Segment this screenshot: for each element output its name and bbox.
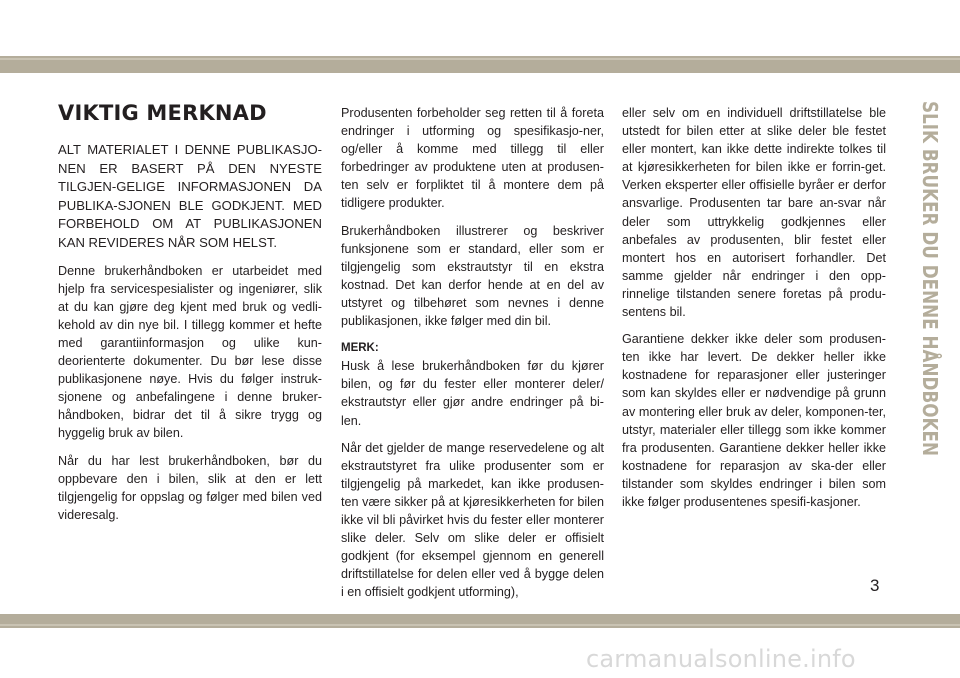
paragraph: Garantiene dekker ikke deler som produsen-ten ikke har levert. De dekker heller ikke kostnadene for reparasjoner eller justeringer som kan skyldes eller er nødvendige på grunn av montering eller bruk av deler, komponen-ter, utstyr, materialer eller tillegg som ikke kommer fra produsenten. Garantiene dekker heller ikke kostnadene for reparasjon av ska-der eller tilstander som skyldes endringer i bilen som ikke følger produsentenes spesifi-kasjoner.	[622, 332, 886, 509]
paragraph: eller selv om en individuell driftstillatelse ble utstedt for bilen etter at slike deler ble festet eller montert, kan ikke dette indirekte tolkes til at kjøresikkerheten for bilen ikke er forrin-get. Verken eksperter eller offisielle byråer er derfor ansvarlige. Produsenten tar bare an-svar når deler som uttrykkelig godkjennes eller anbefales av produsenten, blir festet eller montert hos en autorisert forhandler. Det samme gjelder når endringer i den opp-rinnelige tilstanden senere foretas på produ-sentens bil.	[622, 106, 886, 320]
bottom-band-line	[0, 624, 960, 626]
side-title-text: SLIK BRUKER DU DENNE HÅNDBOKEN	[918, 101, 942, 535]
page-heading: VIKTIG MERKNAD	[58, 101, 267, 125]
page-number: 3	[870, 576, 880, 595]
section-side-title	[898, 101, 942, 535]
note-block	[341, 339, 604, 429]
side-title-svg	[898, 101, 942, 535]
note-label: MERK:	[341, 342, 379, 355]
watermark: carmanualsonline.info	[586, 645, 856, 673]
column-3	[622, 104, 886, 520]
paragraph: Når du har lest brukerhåndboken, bør du oppbevare den i bilen, slik at den er lett tilgjengelig for oppslag og følger med bilen ved videresalg.	[58, 453, 322, 522]
column-2	[341, 104, 604, 610]
top-band-line	[0, 58, 960, 60]
column-1	[58, 100, 322, 533]
top-band	[0, 0, 960, 73]
caps-notice: ALT MATERIALET I DENNE PUBLIKASJO-NEN ER BASERT PÅ DEN NYESTE TILGJEN-GELIGE INFORMASJONEN DA PUBLIKA-SJONEN BLE GODKJENT. MED FORBEHOLD OM AT PUBLIKASJONEN KAN REVIDERES NÅR SOM HELST.	[58, 142, 322, 250]
paragraph: Når det gjelder de mange reservedelene og alt ekstrautstyret fra ulike produsenter som er tilgjengelig på markedet, kan ikke produsen-ten være sikker på at kjøresikkerheten for bilen ikke vil bli påvirket hvis du fester eller monterer slike deler. Selv om slike deler er offisielt godkjent (for eksempel gjennom en generell driftstillatelse for delen eller ved å bygge delen i en offisielt godkjent utforming),	[341, 440, 604, 600]
paragraph: Denne brukerhåndboken er utarbeidet med hjelp fra servicespesialister og ingeniører, slik at du kan gjøre deg kjent med bruk og vedli-kehold av din nye bil. I tillegg kommer et hefte med garantiinformasjon og ulike kun-deorienterte dokumenter. Du bør lese disse publikasjonene nøye. Hvis du følger instruk-sjonene og anbefalingene i denne bruker-håndboken, bidrar det til å sikre trygg og hyggelig bruk av bilen.	[58, 263, 322, 441]
note-text: Husk å lese brukerhåndboken før du kjører bilen, og før du fester eller monterer deler/ ekstrautstyr eller gjør andre endringer på bi-len.	[341, 359, 604, 428]
paragraph: Brukerhåndboken illustrerer og beskriver funksjonene som er standard, eller som er tilgjengelig som ekstrautstyr til en ekstra kostnad. Det kan derfor hende at en del av utstyret og tilbehøret som nevnes i denne publikasjonen, ikke følger med din bil.	[341, 223, 604, 329]
paragraph: Produsenten forbeholder seg retten til å foreta endringer i utforming og spesifikasjo-ner, og/eller å komme med tillegg til eller forbedringer av produktene uten at produsen-ten selv er forpliktet til å montere dem på tidligere produkter.	[341, 106, 604, 211]
